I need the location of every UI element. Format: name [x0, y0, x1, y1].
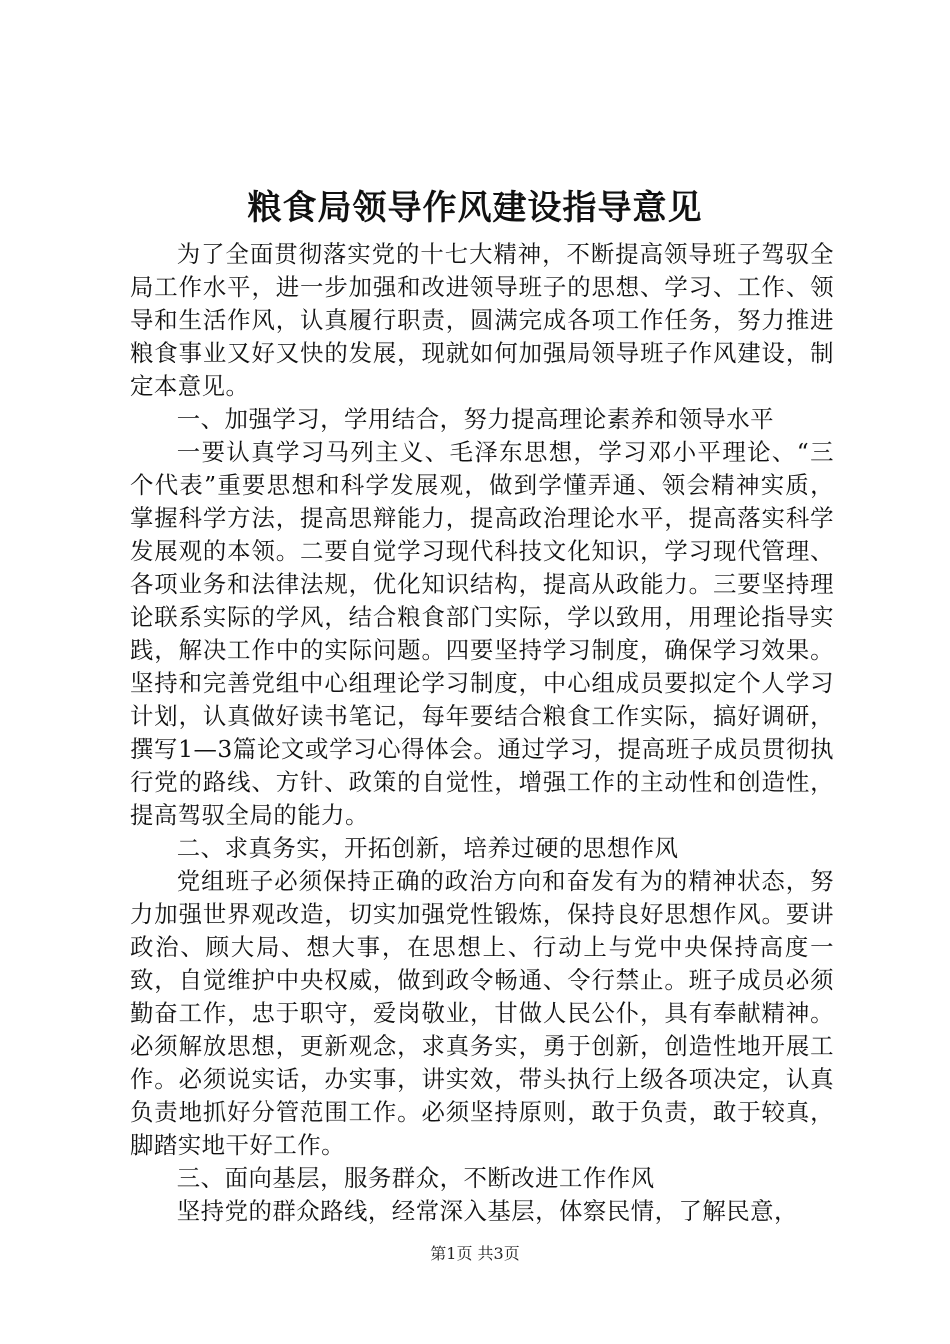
- section-3-body: 坚持党的群众路线，经常深入基层，体察民情，了解民意，: [176, 1197, 798, 1225]
- section-3-heading: 三、面向基层，服务群众，不断改进工作作风: [176, 1164, 655, 1192]
- page-footer: 第1页 共3页: [430, 1244, 520, 1263]
- section-1-body: 一要认真学习马列主义、毛泽东思想，学习邓小平理论、“三个代表”重要思想和科学发展观，做到学懂弄通、领会精神实质，掌握科学方法，提高思辩能力，提高政治理论水平，提高落实科学发展观的本领。二要自觉学习现代科技文化知识，学习现代管理、各项业务和法律法规，优化知识结构，提高从政能力。三要坚持理论联系实际的学风，结合粮食部门实际，学以致用，用理论指导实践，解决工作中的实际问题。四要坚持学习制度，确保学习效果。坚持和完善党组中心组理论学习制度，中心组成员要拟定个人学习计划，认真做好读书笔记，每年要结合粮食工作实际，搞好调研，撰写1—3篇论文或学习心得体会。通过学习，提高班子成员贯彻执行党的路线、方针、政策的自觉性，增强工作的主动性和创造性，提高驾驭全局的能力。: [130, 438, 834, 829]
- section-1-heading: 一、加强学习，学用结合，努力提高理论素养和领导水平: [176, 405, 775, 433]
- document-body: [130, 238, 834, 1228]
- section-2-body: 党组班子必须保持正确的政治方向和奋发有为的精神状态，努力加强世界观改造，切实加强党性锻炼，保持良好思想作风。要讲政治、顾大局、想大事，在思想上、行动上与党中央保持高度一致，自觉维护中央权威，做到政令畅通、令行禁止。班子成员必须勤奋工作，忠于职守，爱岗敬业，甘做人民公仆，具有奉献精神。必须解放思想，更新观念，求真务实，勇于创新，创造性地开展工作。必须说实话，办实事，讲实效，带头执行上级各项决定，认真负责地抓好分管范围工作。必须坚持原则，敢于负责，敢于较真，脚踏实地干好工作。: [130, 867, 834, 1159]
- section-2-heading: 二、求真务实，开拓创新，培养过硬的思想作风: [176, 834, 679, 862]
- document-title: 粮食局领导作风建设指导意见: [247, 188, 703, 228]
- intro-paragraph: 为了全面贯彻落实党的十七大精神，不断提高领导班子驾驭全局工作水平，进一步加强和改进领导班子的思想、学习、工作、领导和生活作风，认真履行职责，圆满完成各项工作任务，努力推进粮食事业又好又快的发展，现就如何加强局领导班子作风建设，制定本意见。: [130, 240, 834, 400]
